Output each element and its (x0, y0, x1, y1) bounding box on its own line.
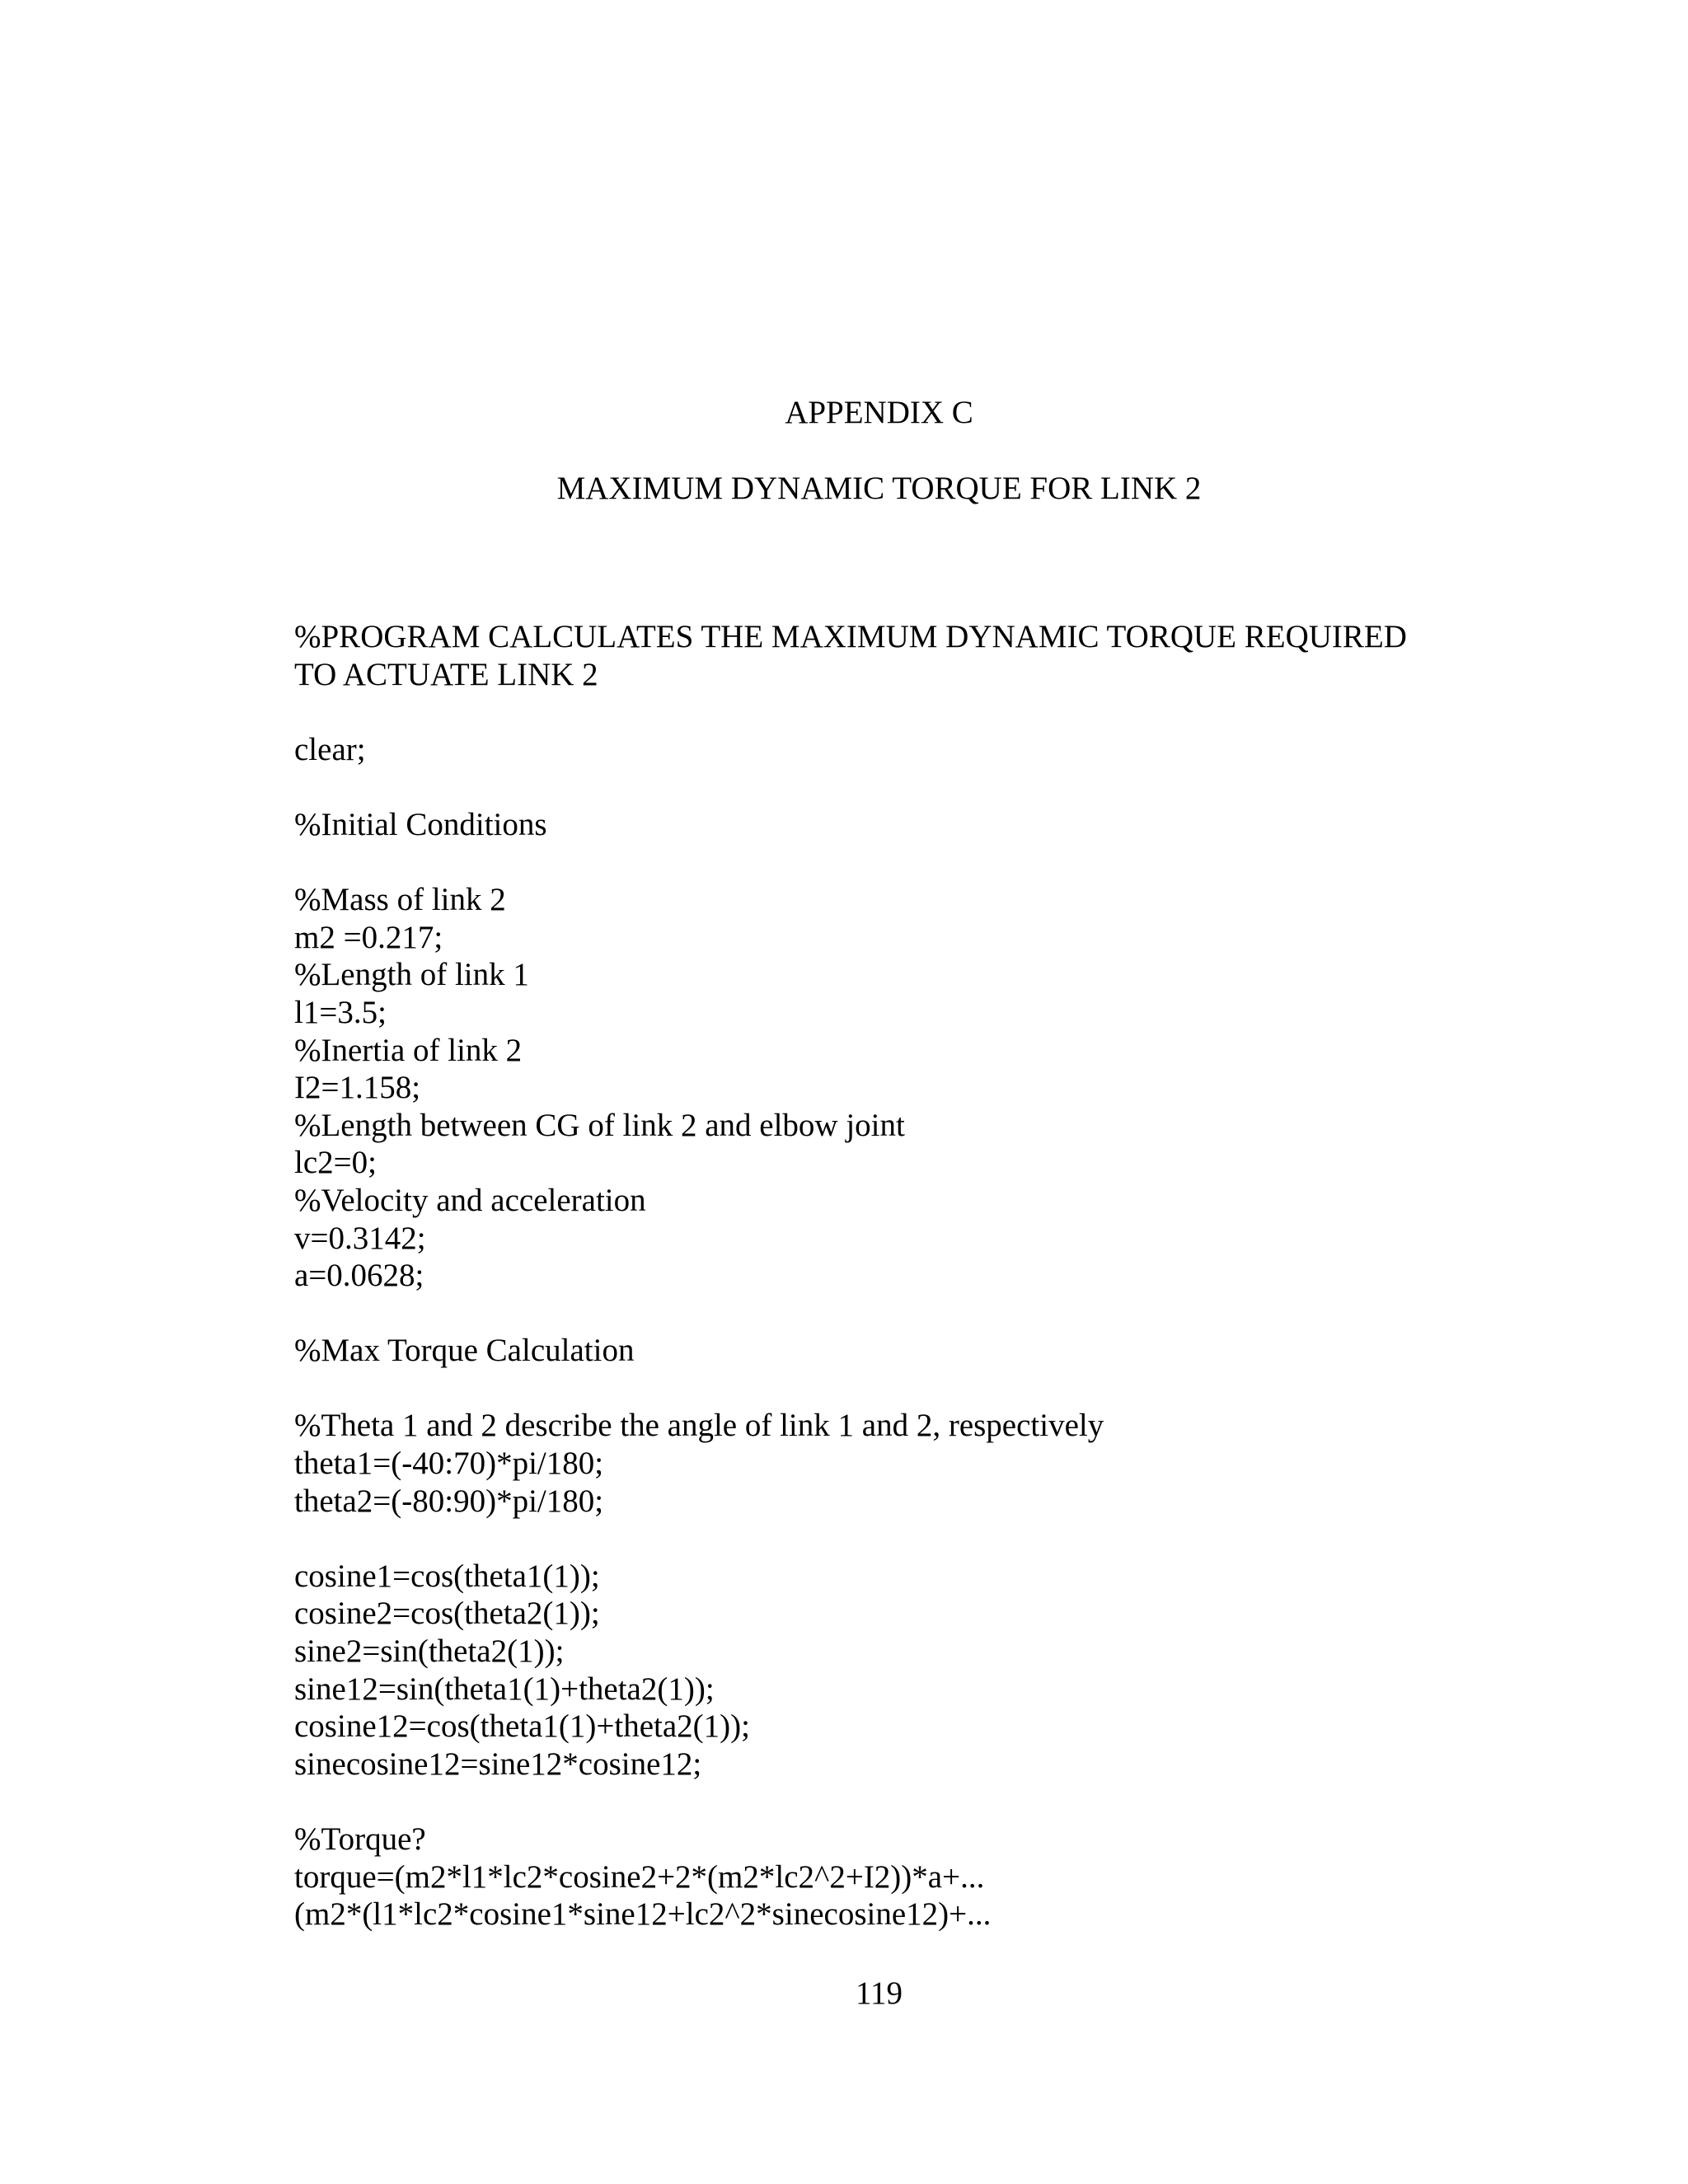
code-line: cosine2=cos(theta2(1)); (294, 1596, 600, 1632)
code-line: sine12=sin(theta1(1)+theta2(1)); (294, 1671, 715, 1707)
code-line: %PROGRAM CALCULATES THE MAXIMUM DYNAMIC TORQUE REQUIRED (294, 619, 1407, 654)
code-line: %Inertia of link 2 (294, 1032, 523, 1068)
page-number: 119 (855, 1975, 903, 2011)
code-line: a=0.0628; (294, 1258, 424, 1294)
blank-line (294, 768, 1531, 806)
code-line: %Initial Conditions (294, 806, 547, 842)
code-line: sinecosine12=sine12*cosine12; (294, 1746, 702, 1782)
code-line: clear; (294, 731, 366, 767)
code-line: %Length of link 1 (294, 957, 529, 993)
blank-line (294, 844, 1531, 882)
code-line: torque=(m2*l1*lc2*cosine2+2*(m2*lc2^2+I2))*a+... (294, 1858, 985, 1895)
code-line: theta2=(-80:90)*pi/180; (294, 1483, 604, 1519)
code-line: %Theta 1 and 2 describe the angle of link 1 and 2, respectively (294, 1408, 1104, 1444)
code-line: TO ACTUATE LINK 2 (294, 656, 598, 692)
code-line: %Torque? (294, 1821, 426, 1857)
blank-line (294, 1295, 1531, 1333)
code-line: lc2=0; (294, 1145, 377, 1181)
code-line: theta1=(-40:70)*pi/180; (294, 1446, 604, 1482)
code-line: %Max Torque Calculation (294, 1333, 635, 1369)
code-line: (m2*(l1*lc2*cosine1*sine12+lc2^2*sinecosine12)+... (294, 1896, 992, 1933)
code-line: %Mass of link 2 (294, 882, 506, 918)
code-line: cosine12=cos(theta1(1)+theta2(1)); (294, 1708, 750, 1745)
code-line: %Length between CG of link 2 and elbow joint (294, 1107, 905, 1143)
code-line: I2=1.158; (294, 1070, 421, 1106)
code-line: v=0.3142; (294, 1220, 426, 1256)
blank-line (294, 1520, 1531, 1558)
blank-line (294, 1783, 1531, 1821)
appendix-title: MAXIMUM DYNAMIC TORQUE FOR LINK 2 (556, 471, 1202, 506)
code-line: sine2=sin(theta2(1)); (294, 1633, 565, 1670)
appendix-heading: APPENDIX C (785, 395, 973, 430)
blank-line (294, 1370, 1531, 1408)
code-line: cosine1=cos(theta1(1)); (294, 1558, 600, 1594)
code-line: l1=3.5; (294, 994, 387, 1030)
code-line: m2 =0.217; (294, 919, 443, 955)
blank-line (294, 693, 1531, 731)
code-line: %Velocity and acceleration (294, 1182, 646, 1218)
code-listing (294, 618, 1531, 1933)
